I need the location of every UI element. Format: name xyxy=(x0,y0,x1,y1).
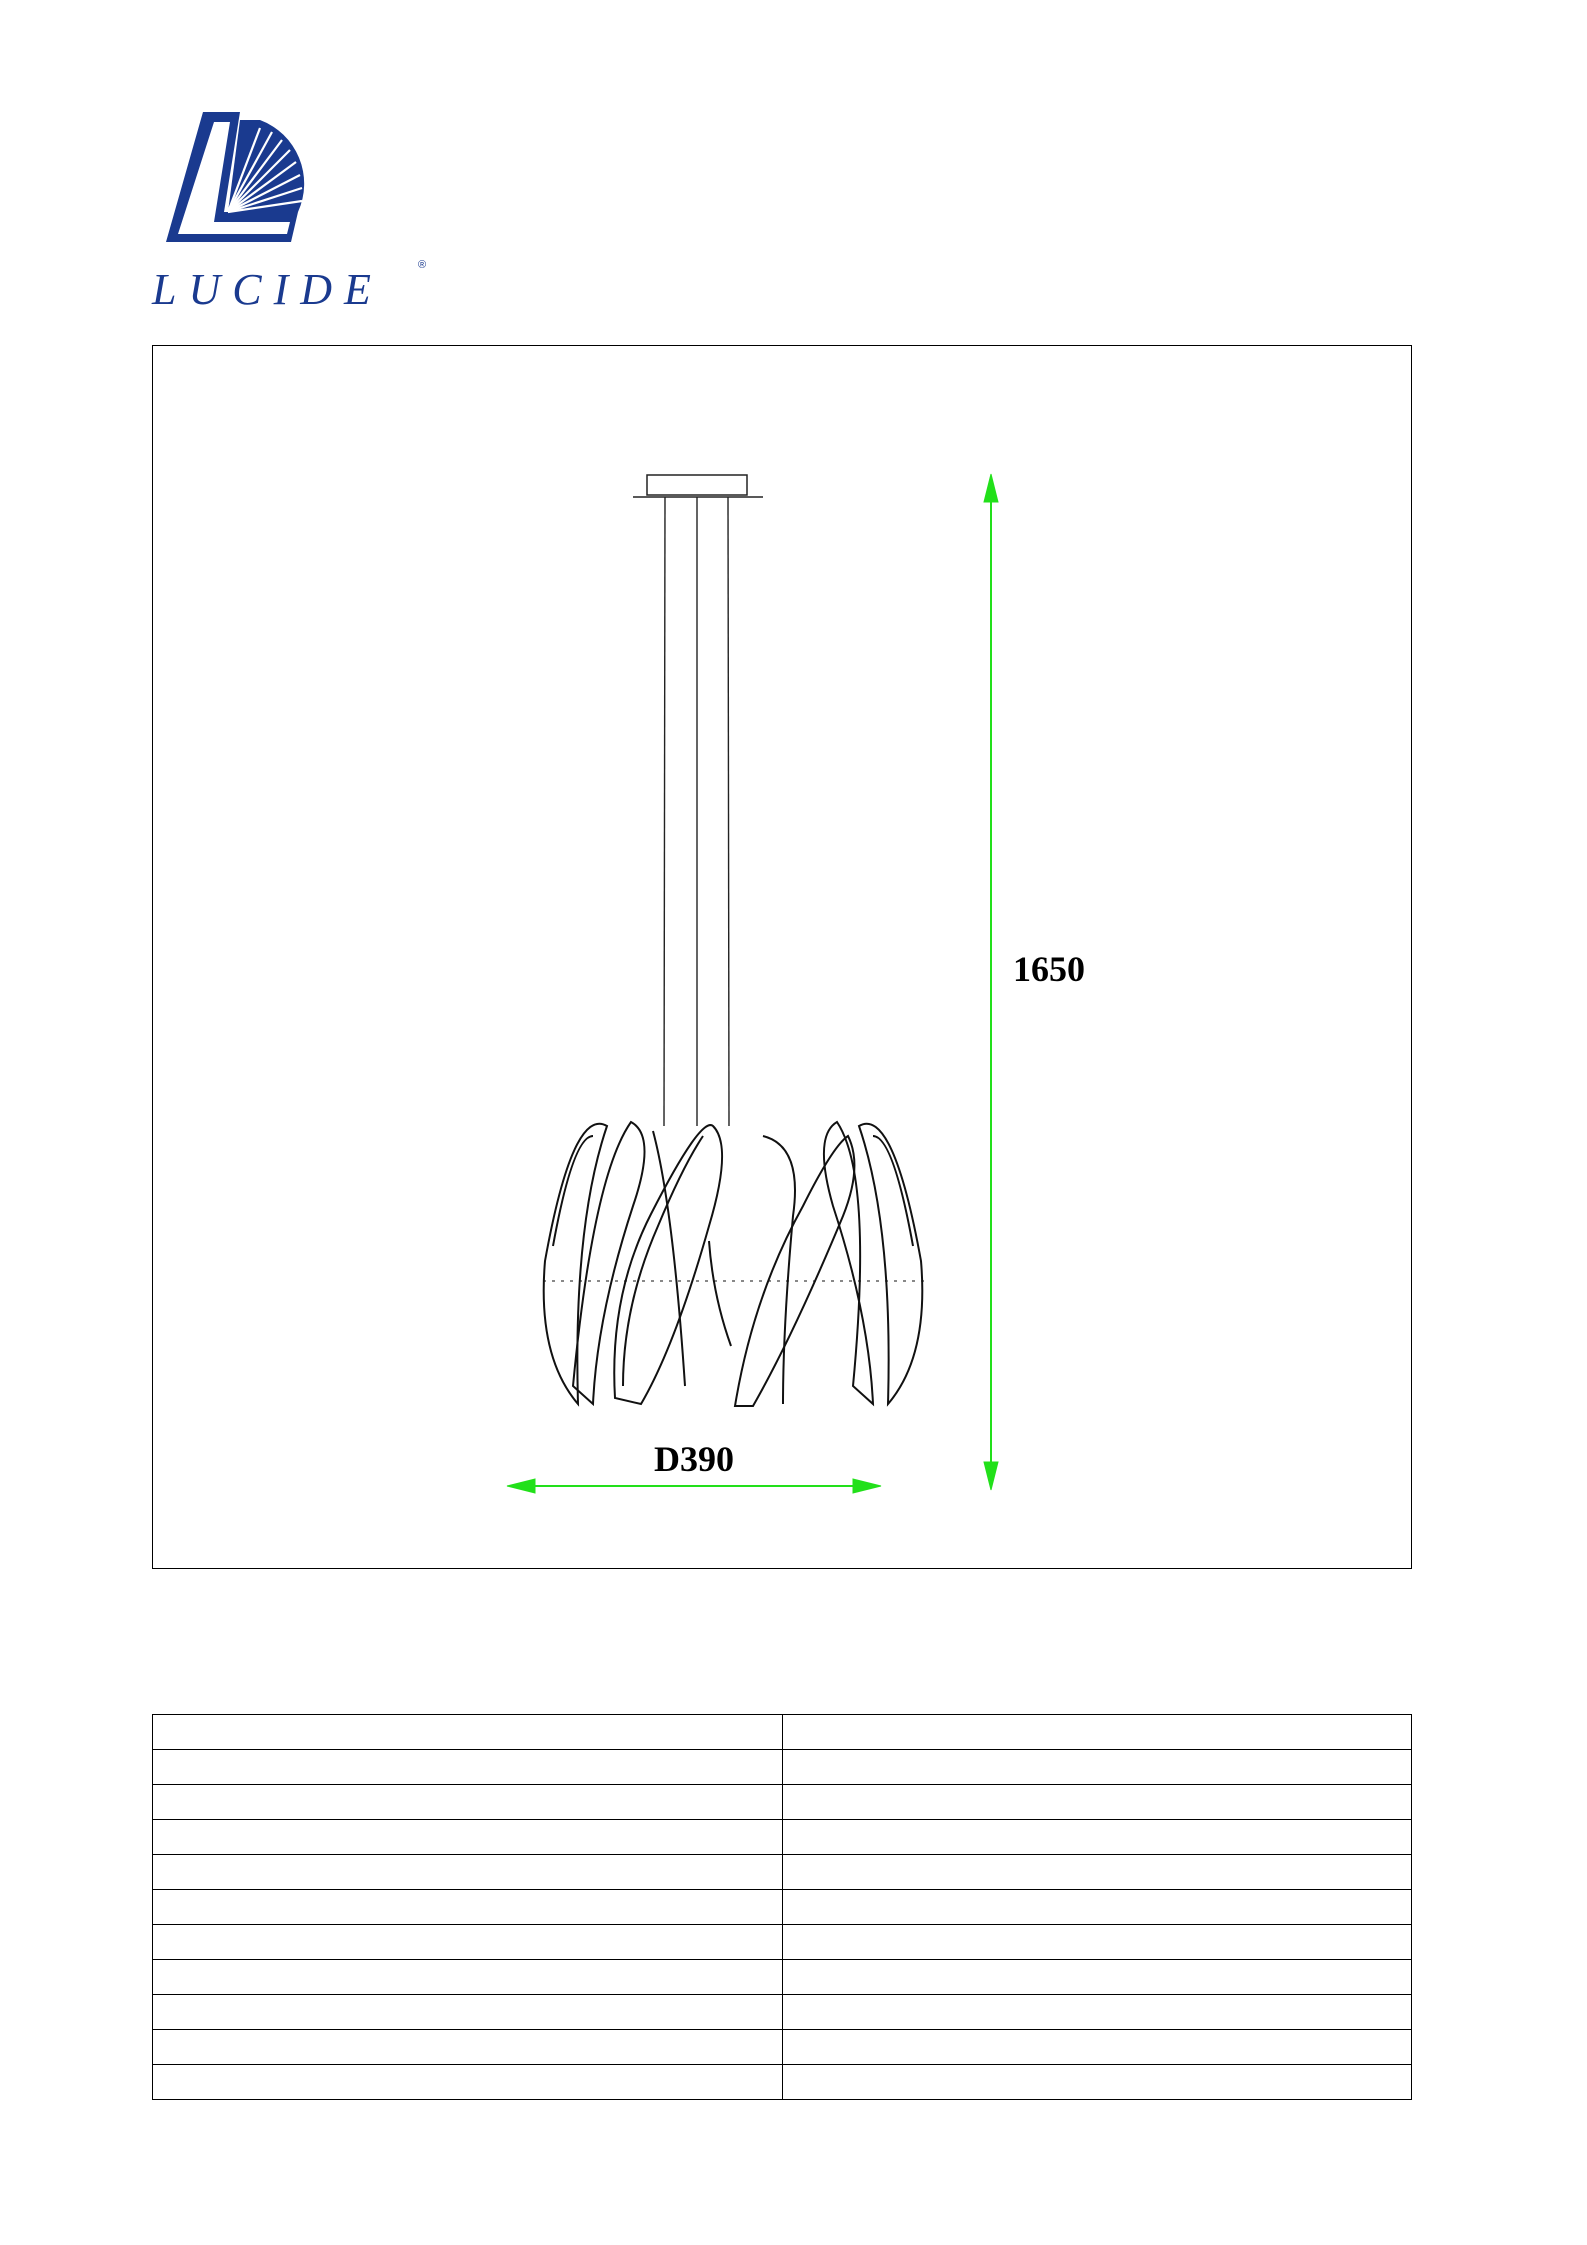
lamp-shade xyxy=(543,1122,925,1406)
table-cell-label xyxy=(153,2030,783,2065)
table-row xyxy=(153,1960,1412,1995)
height-dimension-line xyxy=(984,474,998,1490)
table-cell-value xyxy=(782,1855,1412,1890)
table-cell-label xyxy=(153,1820,783,1855)
table-row xyxy=(153,1995,1412,2030)
table-row xyxy=(153,1715,1412,1750)
table-cell-label xyxy=(153,1715,783,1750)
table-row xyxy=(153,1855,1412,1890)
table-row xyxy=(153,2065,1412,2100)
table-row xyxy=(153,1785,1412,1820)
table-row xyxy=(153,1890,1412,1925)
ceiling-canopy xyxy=(633,475,763,497)
height-dimension-label: 1650 xyxy=(1013,949,1085,989)
table-cell-label xyxy=(153,1785,783,1820)
specification-table xyxy=(152,1714,1412,2100)
table-row xyxy=(153,2030,1412,2065)
diameter-dimension-line xyxy=(507,1479,881,1493)
table-cell-value xyxy=(782,1960,1412,1995)
table-row xyxy=(153,1750,1412,1785)
table-cell-label xyxy=(153,1890,783,1925)
table-cell-value xyxy=(782,1785,1412,1820)
logo-mark xyxy=(166,112,304,242)
table-cell-value xyxy=(782,1715,1412,1750)
table-cell-value xyxy=(782,2030,1412,2065)
table-cell-label xyxy=(153,1995,783,2030)
table-cell-label xyxy=(153,1750,783,1785)
table-cell-label xyxy=(153,1960,783,1995)
pendant-drawing xyxy=(153,346,1413,1570)
table-row xyxy=(153,1925,1412,1960)
table-cell-value xyxy=(782,1750,1412,1785)
table-cell-label xyxy=(153,1855,783,1890)
logo-wordmark: LUCIDE xyxy=(152,265,383,314)
table-cell-value xyxy=(782,1995,1412,2030)
diameter-dimension-label: D390 xyxy=(654,1439,734,1479)
trademark-symbol: ® xyxy=(418,259,427,271)
table-cell-value xyxy=(782,2065,1412,2100)
drawing-frame xyxy=(152,345,1412,1569)
table-row xyxy=(153,1820,1412,1855)
suspension-tube xyxy=(664,497,729,1126)
table-cell-label xyxy=(153,1925,783,1960)
table-cell-value xyxy=(782,1925,1412,1960)
specification-table-body xyxy=(153,1715,1412,2100)
table-cell-value xyxy=(782,1890,1412,1925)
table-cell-value xyxy=(782,1820,1412,1855)
table-cell-label xyxy=(153,2065,783,2100)
lucide-logo xyxy=(148,108,438,318)
